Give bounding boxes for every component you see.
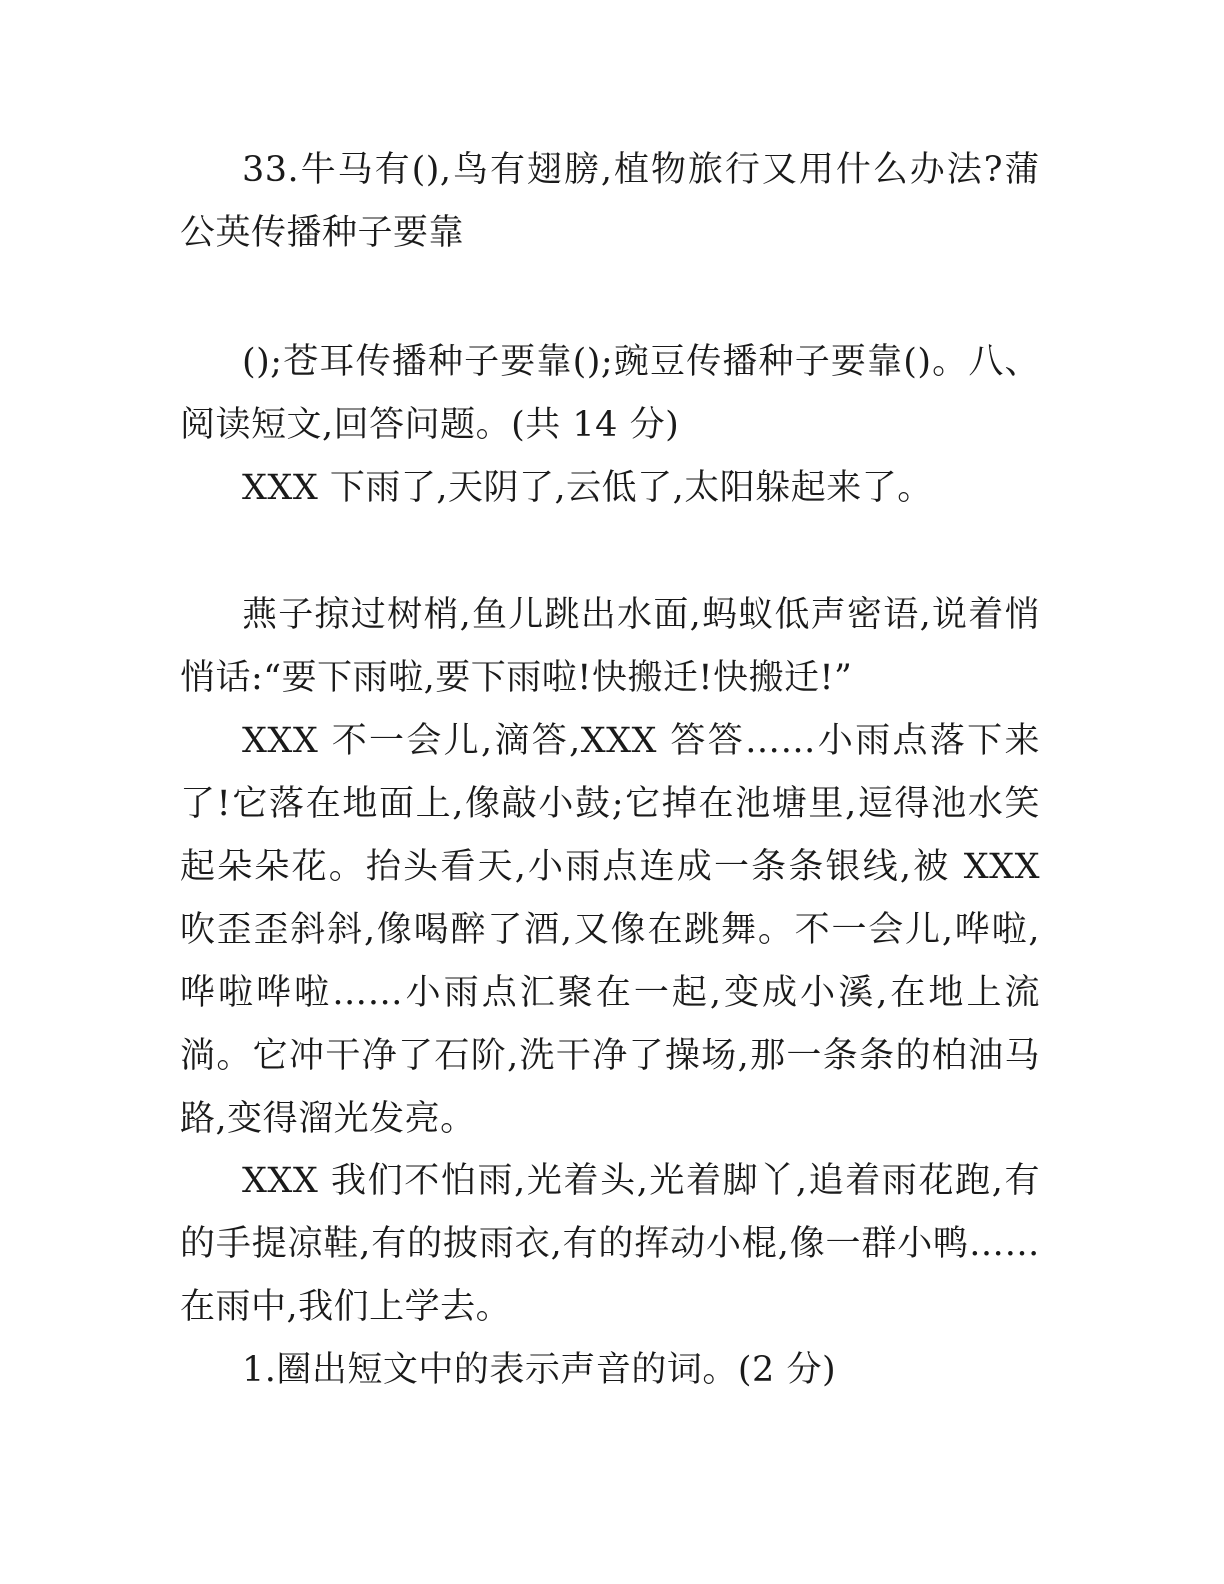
passage-paragraph-2: 燕子掠过树梢,鱼儿跳出水面,蚂蚁低声密语,说着悄悄话:“要下雨啦,要下雨啦!快搬迁!快搬迁!” bbox=[180, 595, 1040, 698]
question-33-continuation-paragraph: ();苍耳传播种子要靠();豌豆传播种子要靠()。八、阅读短文,回答问题。(共 14 分) bbox=[180, 342, 1040, 445]
passage-paragraph-1: XXX 下雨了,天阴了,云低了,太阳躲起来了。 bbox=[242, 468, 933, 508]
passage-paragraph-3: XXX 不一会儿,滴答,XXX 答答……小雨点落下来了!它落在地面上,像敲小鼓;它掉在池塘里,逗得池水笑起朵朵花。抬头看天,小雨点连成一条条银线,被 XXX 吹歪歪斜斜,像喝醉了酒,又像在跳舞。不一会儿,哗啦,哗啦哗啦……小雨点汇聚在一起,变成小溪,在地上流淌。它冲干净了石阶,洗干净了操场,那一条条的柏油马路,变得溜光发亮。 bbox=[180, 721, 1040, 1139]
question-1-paragraph: 1.圈出短文中的表示声音的词。(2 分) bbox=[242, 1350, 837, 1390]
question-33-paragraph: 33.牛马有(),鸟有翅膀,植物旅行又用什么办法?蒲公英传播种子要靠 bbox=[180, 150, 1040, 253]
passage-paragraph-4: XXX 我们不怕雨,光着头,光着脚丫,追着雨花跑,有的手提凉鞋,有的披雨衣,有的挥动小棍,像一群小鸭……在雨中,我们上学去。 bbox=[180, 1161, 1040, 1327]
